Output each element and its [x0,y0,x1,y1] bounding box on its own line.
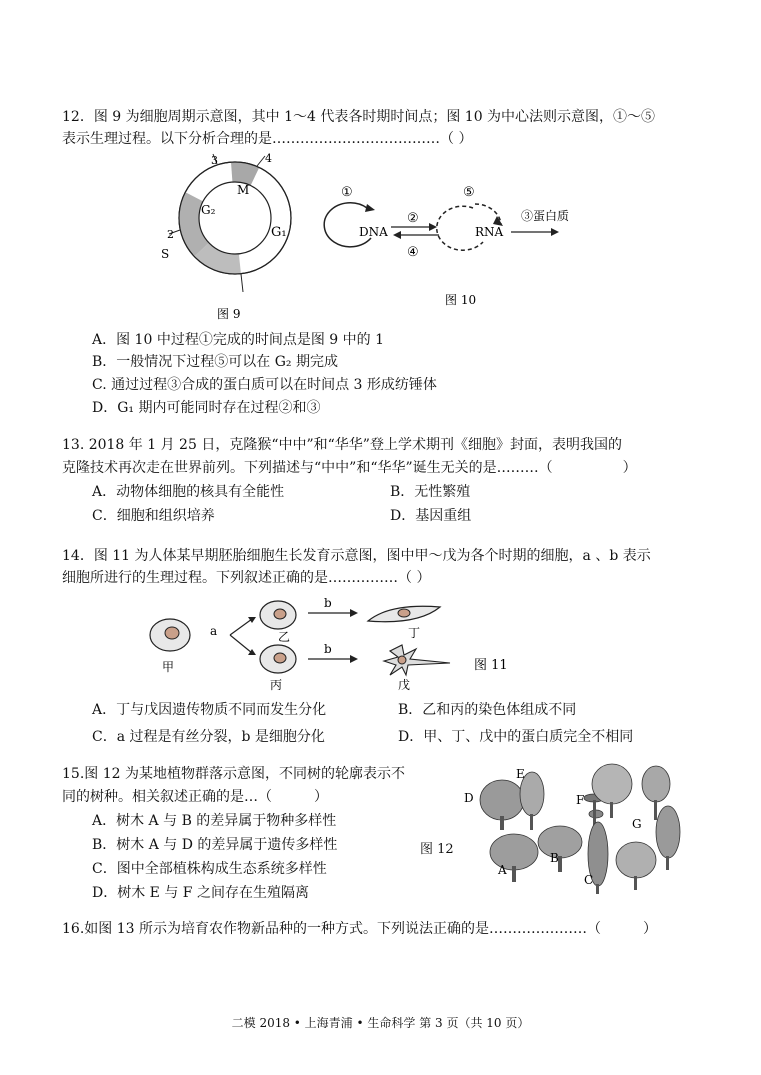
figure-10-central-dogma [315,180,595,310]
q12-stem-line1: 12．图 9 为细胞周期示意图，其中 1～4 代表各时期时间点；图 10 为中心法则示意图，①～⑤ [62,109,656,125]
q12-stem-line2: 表示生理过程。以下分析合理的是………………………………（ ） [62,131,473,147]
q12-option-c: C. 通过过程③合成的蛋白质可以在时间点 3 形成纺锤体 [92,377,437,393]
q12-option-b: B．一般情况下过程⑤可以在 G₂ 期完成 [92,354,338,370]
fig9-label-g1: G₁ [271,225,287,240]
fig11-wu: 戊 [398,678,411,692]
tree-b [538,826,582,872]
q15-option-b: B．树木 A 与 D 的差异属于遗传多样性 [92,837,338,853]
q14-stem-line2: 细胞所进行的生理过程。下列叙述正确的是……………（ ） [62,570,431,586]
figure-9-cell-cycle [155,152,315,322]
fig11-process-a: a [210,624,218,638]
fig9-label-s: S [161,247,170,261]
q14-stem-line1: 14．图 11 为人体某早期胚胎细胞生长发育示意图，图中甲～戊为各个时期的细胞，a 、b 表示 [62,548,651,564]
figure-11-cell-development [140,595,540,695]
fig12-label-d: D [464,791,474,805]
q13-option-a: A．动物体细胞的核具有全能性 [92,484,285,500]
q14-option-d: D．甲、丁、戊中的蛋白质完全不相同 [398,729,634,745]
fig11-jia: 甲 [162,660,175,674]
q13-stem-line1: 13. 2018 年 1 月 25 日，克隆猴“中中”和“华华”登上学术期刊《细胞》封面，表明我国的 [62,437,622,453]
fig12-label-f: F [576,793,585,807]
fig11-caption: 图 11 [474,658,508,673]
fig10-process-2: ② [407,211,419,226]
fig10-rna: RNA [475,225,504,239]
q15-option-d: D．树木 E 与 F 之间存在生殖隔离 [92,885,309,901]
fig12-label-a: A [498,863,507,877]
fig9-caption: 图 9 [217,307,241,321]
q15-stem-line2: 同的树种。相关叙述正确的是…（ ） [62,789,328,805]
fig11-process-b2: b [324,642,332,656]
fig12-label-c: C [584,873,594,887]
q16-stem-line1: 16.如图 13 所示为培育农作物新品种的一种方式。下列说法正确的是…………………（ ） [62,921,657,937]
fig12-label-b: B [550,851,559,865]
fig12-caption: 图 12 [420,842,454,857]
tree-d [480,780,524,830]
fig10-process-5: ⑤ [463,185,475,200]
fig10-caption: 图 10 [445,293,477,307]
fig12-label-e: E [516,767,525,781]
fig11-bing: 丙 [270,678,283,692]
q15-option-a: A．树木 A 与 B 的差异属于物种多样性 [92,813,337,829]
q13-option-b: B．无性繁殖 [390,484,471,500]
fig10-dna: DNA [359,225,388,239]
q13-stem-line2: 克隆技术再次走在世界前列。下列描述与“中中”和“华华”诞生无关的是………（ ） [62,460,637,476]
fig11-yi: 乙 [278,630,291,644]
fig9-label-4: 4 [265,152,272,165]
q12-option-a: A．图 10 中过程①完成的时间点是图 9 中的 1 [92,332,384,348]
fig10-process-1: ① [341,185,353,200]
q14-option-c: C．a 过程是有丝分裂，b 是细胞分化 [92,729,325,745]
fig11-ding: 丁 [408,626,421,640]
fig9-label-g2: G₂ [201,203,216,217]
q13-option-c: C．细胞和组织培养 [92,508,215,524]
figure-12-plant-community [460,760,700,896]
fig9-label-m: M [237,183,250,197]
q15-option-c: C．图中全部植株构成生态系统多样性 [92,861,327,877]
q14-option-b: B．乙和丙的染色体组成不同 [398,702,577,718]
fig12-label-g: G [632,817,642,831]
fig10-process-4: ④ [407,245,419,260]
page-footer: 二模 2018 • 上海青浦 • 生命科学 第 3 页（共 10 页） [231,1016,530,1030]
q13-option-d: D．基因重组 [390,508,472,524]
tree-g-lower [616,842,656,890]
fig11-process-b1: b [324,596,332,610]
fig9-label-3: 3 [211,154,218,167]
fig9-label-2: 2 [167,228,174,241]
fig10-process-3-protein: ③蛋白质 [521,209,570,223]
q12-option-d: D．G₁ 期内可能同时存在过程②和③ [92,400,321,416]
q14-option-a: A．丁与戊因遗传物质不同而发生分化 [92,702,327,718]
q15-stem-line1: 15.图 12 为某地植物群落示意图，不同树的轮廓表示不 [62,766,405,782]
